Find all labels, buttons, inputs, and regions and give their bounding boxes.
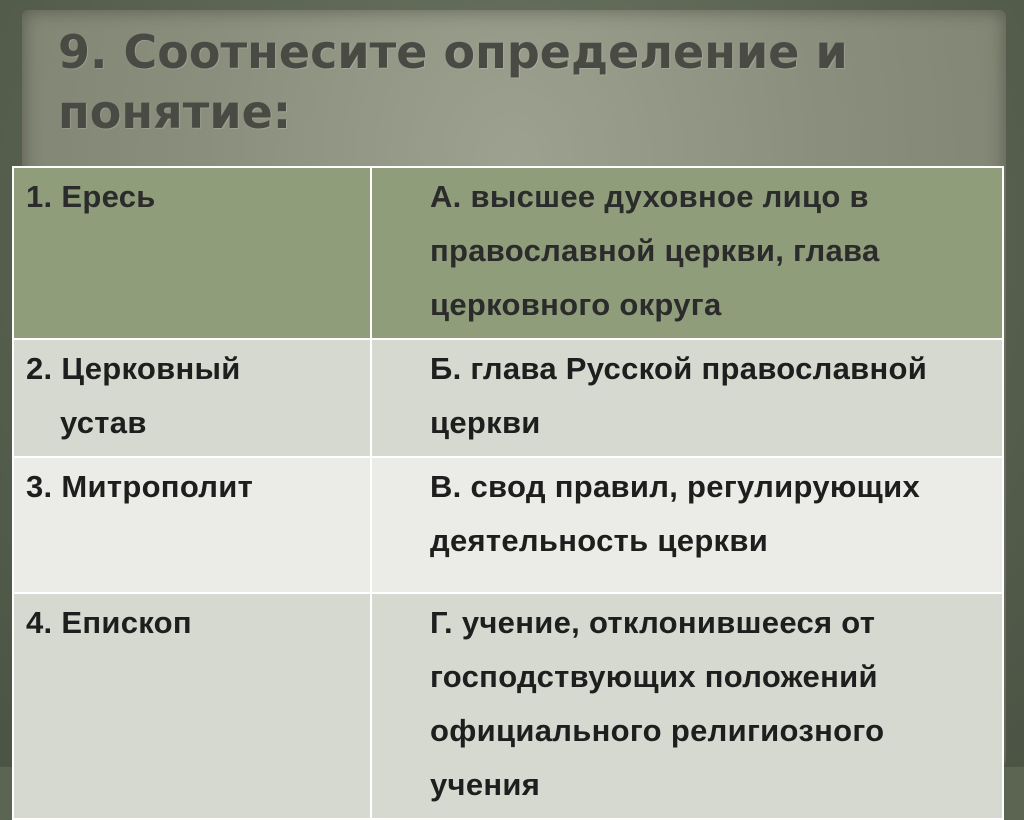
table-row: [13, 457, 1003, 593]
term-label: 4. Епископ: [26, 605, 192, 640]
term-cell: [13, 339, 371, 457]
definition-cell: [371, 593, 1003, 819]
term-label-line1: 2. Церковный: [26, 351, 241, 386]
definition-cell: [371, 457, 1003, 593]
definition-label: А. высшее духовное лицо в православной церкви, глава церковного округа: [430, 179, 880, 322]
term-cell: [13, 593, 371, 819]
table-row: [13, 167, 1003, 339]
term-cell: [13, 167, 371, 339]
definition-label: В. свод правил, регулирующих деятельность церкви: [430, 469, 921, 558]
table-row: [13, 593, 1003, 819]
term-label: 3. Митрополит: [26, 469, 254, 504]
definition-label: Б. глава Русской православной церкви: [430, 351, 928, 440]
table-row: [13, 339, 1003, 457]
term-cell: [13, 457, 371, 593]
definition-cell: [371, 167, 1003, 339]
definition-cell: [371, 339, 1003, 457]
slide-title: 9. Соотнесите определение и понятие:: [58, 25, 848, 139]
matching-table: [12, 166, 1004, 820]
term-label: 1. Ересь: [26, 179, 156, 214]
term-label-line2: устав: [60, 405, 147, 440]
definition-label: Г. учение, отклонившееся от господствующих положений официального религиозного учения: [430, 605, 885, 802]
